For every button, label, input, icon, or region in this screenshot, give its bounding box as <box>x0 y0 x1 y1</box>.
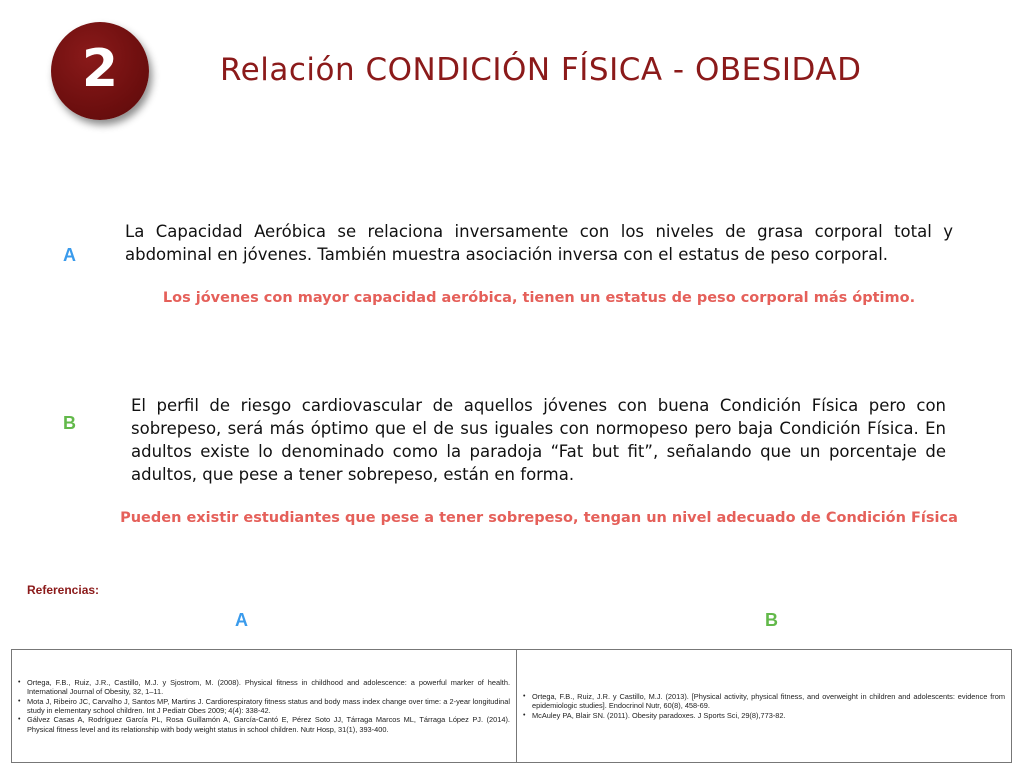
section-b-text: El perfil de riesgo cardiovascular de aquellos jóvenes con buena Condición Física pero con sobrepeso, será más óptimo que el de sus iguales con normopeso pero baja Condición Física. En adultos existe lo denominado como la paradoja “Fat but fit”, señalando que un porcentaje de adultos, que pese a tener sobrepeso, están en forma. <box>131 396 946 484</box>
reference-item: • Ortega, F.B., Ruiz, J.R., Castillo, M.J. y Sjostrom, M. (2008). Physical fitness in childhood and adolescence: a powerful marker of health. International Journal of Obesity, 32, 1–11. <box>18 678 510 697</box>
slide-title: Relación CONDICIÓN FÍSICA - OBESIDAD <box>220 52 862 88</box>
reference-item: • Ortega, F.B., Ruiz, J.R. y Castillo, M.J. (2013). [Physical activity, physical fitness, and overweight in children and adolescents: evidence from epidemiologic studies]. Endocrinol Nutr, 60(8), 458-69. <box>523 692 1005 711</box>
references-list-b <box>523 692 1005 720</box>
references-col-b-label: B <box>765 610 778 630</box>
references-cell-b <box>517 650 1011 762</box>
references-col-a-label: A <box>235 610 248 630</box>
slide-number: 2 <box>81 39 119 99</box>
section-b-letter: B <box>63 413 76 433</box>
section-a-letter: A <box>63 245 76 265</box>
references-list-a <box>18 678 510 734</box>
slide-number-badge <box>51 22 149 120</box>
reference-item: • Gálvez Casas A, Rodríguez García PL, Rosa Guillamón A, García-Cantó E, Pérez Soto JJ, Tárraga Marcos ML, Tárraga López PJ. (2014). Physical fitness level and its relationship with body weight status in school children. Nutr Hosp, 31(1), 393-400. <box>18 715 510 734</box>
references-table <box>11 649 1012 763</box>
section-a-highlight: Los jóvenes con mayor capacidad aeróbica, tienen un estatus de peso corporal más óptimo. <box>162 290 916 306</box>
references-cell-a <box>12 650 517 762</box>
reference-item: • McAuley PA, Blair SN. (2011). Obesity paradoxes. J Sports Sci, 29(8),773-82. <box>523 711 1005 720</box>
references-title: Referencias: <box>27 583 100 597</box>
section-a-text: La Capacidad Aeróbica se relaciona inversamente con los niveles de grasa corporal total y abdominal en jóvenes. También muestra asociación inversa con el estatus de peso corporal. <box>125 222 953 264</box>
reference-item: • Mota J, Ribeiro JC, Carvalho J, Santos MP, Martins J. Cardiorespiratory fitness status and body mass index change over time: a 2-year longitudinal study in elementary school children. Int J Pediatr Obes 2009; 4(4): 338-42. <box>18 697 510 716</box>
section-b-highlight: Pueden existir estudiantes que pese a tener sobrepeso, tengan un nivel adecuado de Condición Física <box>120 510 958 526</box>
